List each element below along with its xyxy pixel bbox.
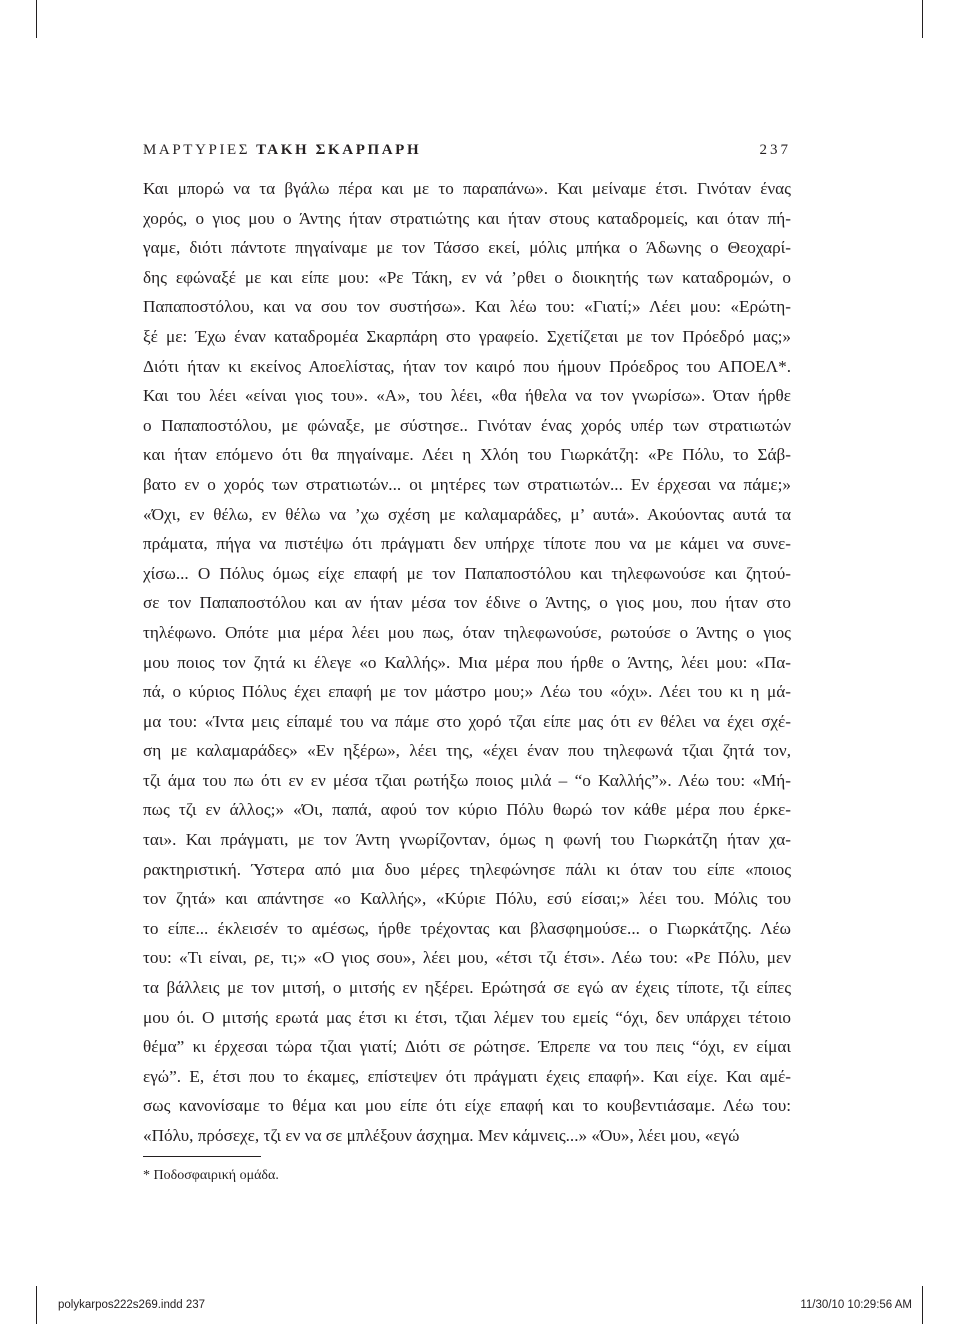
body-line: Και μπορώ να τα βγάλω πέρα και με το παραπάνω». Και μείναμε έτσι. Γινόταν ένας	[143, 179, 791, 198]
body-line: Διότι ήταν κι εκείνος Αποελίστας, ήταν τον καιρό που ήμουν Πρόεδρος του ΑΠΟΕΛ*.	[143, 356, 791, 376]
body-line: τα βάλλεις με τον μιτσή, ο μιτσής εν ηξέρει. Ερώτησά σε εγώ αν έχεις τίποτε, τζι είπες	[143, 978, 791, 998]
crop-mark-top-right	[922, 0, 923, 38]
body-line: δης εφώναξέ με και είπε μου: «Ρε Τάκη, εν νά ’ρθει ο διοικητής των καταδρομών, ο	[143, 267, 791, 287]
print-slug	[0, 1297, 960, 1319]
body-line: «Πόλυ, πρόσεχε, τζι εν να σε μπλέξουν άσχημα. Μεν κάμνεις...» «Όυ», λέει μου, «εγώ	[143, 1126, 740, 1145]
body-line: χορός, ο γιος μου ο Άντης ήταν στρατιώτης και ήταν στους καταδρομείς, και όταν πή-	[143, 208, 791, 228]
page-number: 237	[759, 142, 791, 158]
body-line: πως τζι εν άλλος;» «Όι, παπά, αφού τον κύριο Πόλυ θωρώ τον κάθε μέρα που έρκε-	[143, 800, 791, 820]
body-line: Παπαποστόλου, και να σου τον συστήσω». Και λέω του: «Γιατί;» Λέει μου: «Ερώτη-	[143, 297, 791, 317]
running-head-label	[143, 142, 421, 159]
body-line: Και του λέει «είναι γιος του». «Α», του λέει, «θα ήθελα να τον γνωρίσω». Όταν ήρθε	[143, 386, 791, 406]
body-text	[143, 174, 791, 1151]
body-line: ρακτηριστική. Ύστερα από μια δυο μέρες τηλεφώνησε πάλι κι όταν του είπε «ποιος	[143, 859, 791, 879]
body-line: τζι άμα του πω ότι εν εν μέσα τζιαι ρωτήξω ποιος μιλά – “ο Καλλής”». Λέω του: «Μή-	[143, 770, 791, 790]
body-line: σε τον Παπαποστόλου και αν ήταν μέσα τον έδινε ο Άντης, ο γιος μου, που ήταν στο	[143, 593, 791, 613]
body-line: και ήταν επόμενο ότι θα πηγαίναμε. Λέει η Χλόη του Γιωρκάτζη: «Ρε Πόλυ, το Σάβ-	[143, 445, 791, 465]
body-line: βατο εν ο χορός των στρατιωτών... οι μητέρες των στρατιωτών... Εν έρχεσαι να πάμε;»	[143, 474, 791, 494]
body-line: ται». Και πράγματι, με τον Άντη γνωρίζονταν, όμως η φωνή του Γιωρκάτζη ήταν χα-	[143, 830, 791, 850]
body-line: χίσω... Ο Πόλυς όμως είχε επαφή με τον Παπαποστόλου και τηλεφωνούσε και ζητού-	[143, 563, 791, 583]
footnote: * Ποδοσφαιρική ομάδα.	[143, 1168, 279, 1183]
body-line: ο Παπαποστόλου, με φώναξε, με σύστησε.. Γινόταν ένας χορός υπέρ των στρατιωτών	[143, 415, 791, 435]
running-head-section: ΜΑΡΤΥΡΙΕΣ	[143, 142, 251, 158]
body-line: μου ποιος τον ζητά κι έλεγε «ο Καλλής». Μια μέρα που ήρθε ο Άντης, λέει μου: «Πα-	[143, 652, 791, 672]
body-line: «Όχι, εν θέλω, εν θέλω να ’χω σχέση με καλαμαράδες, μ’ αυτά». Ακούοντας αυτά τα	[143, 504, 791, 524]
body-line: θέμα” κι έρχεσαι τώρα τζιαι γιατί; Διότι σε ρώτησε. Έπρεπε να του πεις “όχι, εν είμαι	[143, 1037, 791, 1057]
slug-file: polykarpos222s269.indd 237	[58, 1299, 206, 1311]
body-line: πράματα, πήγα να πιστέψω ότι πράγματι δεν υπήρχε τίποτε που να με κάμει να συνε-	[143, 534, 791, 554]
body-line: μα του: «Ίντα μεις είπαμέ του να πάμε στο χορό τζαι είπε μας ότι εν θέλει να έχει σχέ-	[143, 711, 791, 731]
body-line: γαμε, διότι πάντοτε πηγαίναμε με τον Τάσσο εκεί, μόλις μπήκα ο Άδωνης ο Θεοχαρί-	[143, 238, 791, 258]
crop-mark-top-left	[36, 0, 37, 38]
body-line: σως κανονίσαμε το θέμα και μου είπε ότι είχε επαφή και το κουβεντιάσαμε. Λέω του:	[143, 1096, 791, 1116]
body-line: ξέ με: Έχω έναν καταδρομέα Σκαρπάρη στο γραφείο. Σχετίζεται με τον Πρόεδρό μας;»	[143, 326, 791, 346]
body-line: ση με καλαμαράδες» «Εν ηξέρω», λέει της, «έχει έναν που τηλεφωνά τζιαι ζητά τον,	[143, 741, 791, 761]
body-line: πά, ο κύριος Πόλυς έχει επαφή με τον μάστρο μου;» Λέω του «όχι». Λέει του κι η μά-	[143, 682, 791, 702]
footnote-rule	[143, 1156, 261, 1157]
body-line: μου όι. Ο μιτσής ερωτά μας έτσι κι έτσι, τζιαι λέμεν του εμείς “όχι, δεν υπάρχει τέτοιο	[143, 1007, 791, 1027]
slug-timestamp: 11/30/10 10:29:56 AM	[800, 1299, 912, 1311]
body-line: το είπε... έκλεισέν το αμέσως, ήρθε τρέχοντας και βλασφημούσε... ο Γιωρκάτζης. Λέω	[143, 918, 791, 938]
body-line: εγώ”. Ε, έτσι που το έκαμες, επίστεψεν ότι πράγματι έχεις επαφή». Και είχε. Και αμέ-	[143, 1066, 791, 1086]
running-head	[143, 142, 791, 164]
body-line: του: «Τι είναι, ρε, τι;» «Ο γιος σου», λέει μου, «έτσι τζι έτσι». Λέω του: «Ρε Πόλυ, μεν	[143, 948, 791, 968]
running-head-name: ΤΑΚΗ ΣΚΑΡΠΑΡΗ	[256, 142, 422, 158]
body-line: τον ζητά» και απάντησε «ο Καλλής», «Κύριε Πόλυ, εσύ είσαι;» λέει του. Μόλις του	[143, 889, 791, 909]
body-line: τηλέφωνο. Οπότε μια μέρα λέει μου πως, όταν τηλεφωνούσε, ρωτούσε ο Άντης ο γιος	[143, 622, 791, 642]
